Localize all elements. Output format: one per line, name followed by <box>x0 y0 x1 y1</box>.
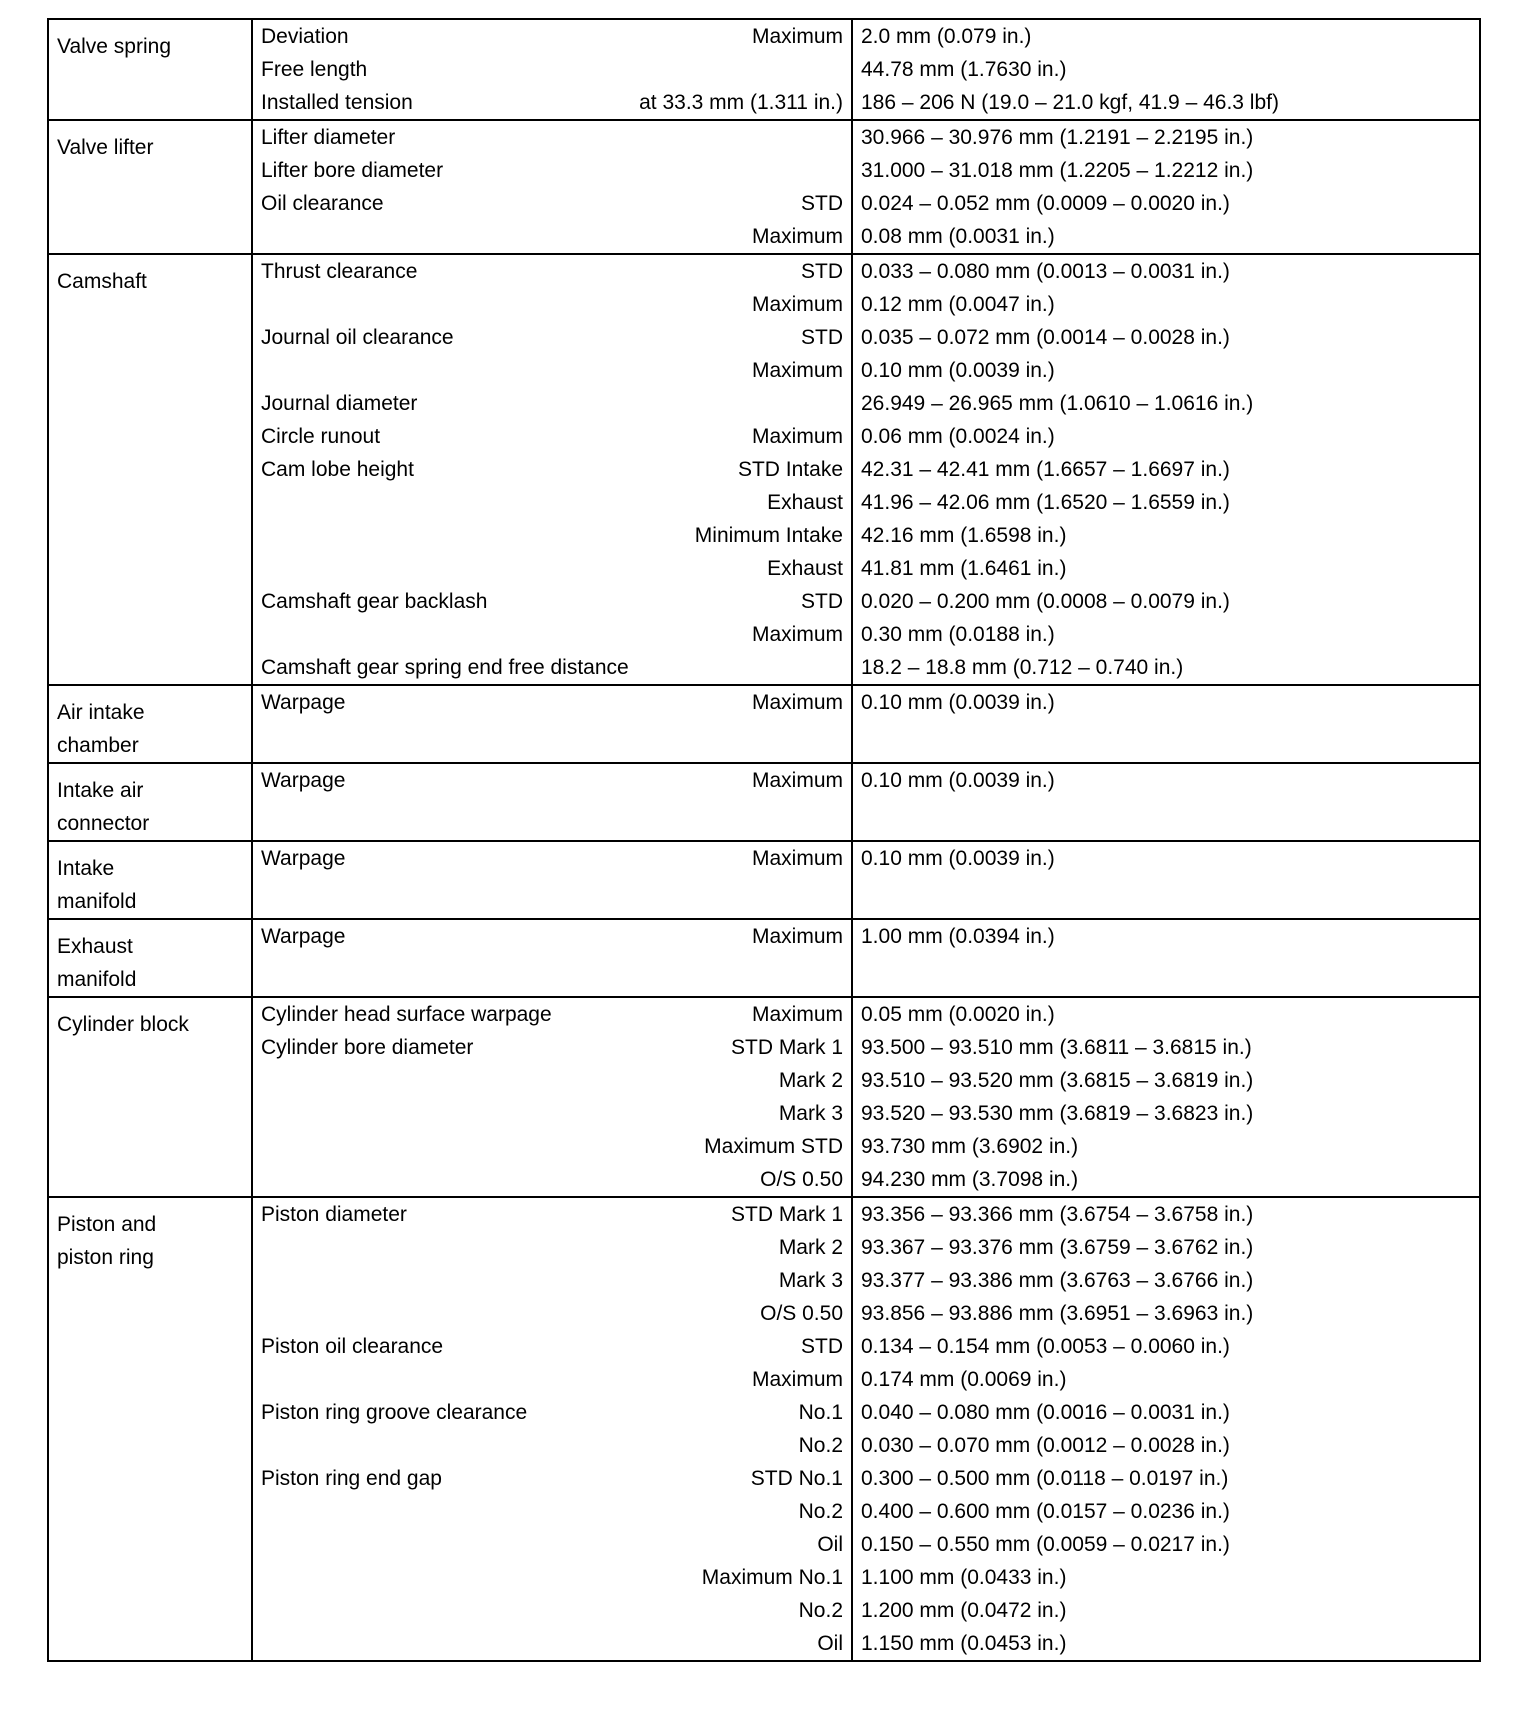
spec-line <box>253 842 851 875</box>
spec-value: 0.05 mm (0.0020 in.) <box>861 1003 1055 1026</box>
item-cell <box>252 1197 852 1661</box>
spec-line <box>253 1363 851 1396</box>
spec-line <box>253 1561 851 1594</box>
spec-value: 94.230 mm (3.7098 in.) <box>861 1168 1079 1191</box>
spec-value: 0.040 – 0.080 mm (0.0016 – 0.0031 in.) <box>861 1401 1230 1424</box>
qualifier-label: Maximum <box>751 691 843 714</box>
item-cell <box>252 19 852 120</box>
component-cell <box>48 254 252 685</box>
spec-line <box>253 797 851 830</box>
spec-line <box>253 86 851 119</box>
qualifier-label: Maximum <box>751 847 843 870</box>
spec-line <box>253 1231 851 1264</box>
spec-line <box>253 585 851 618</box>
spec-value: 93.367 – 93.376 mm (3.6759 – 3.6762 in.) <box>861 1236 1254 1259</box>
qualifier-label: Mark 2 <box>778 1069 843 1092</box>
qualifier-label: Mark 2 <box>778 1236 843 1259</box>
component-name: Exhaust manifold <box>57 935 137 991</box>
component-cell <box>48 841 252 919</box>
spec-value: 0.033 – 0.080 mm (0.0013 – 0.0031 in.) <box>861 260 1230 283</box>
spec-value: 0.06 mm (0.0024 in.) <box>861 425 1055 448</box>
qualifier-label: STD Mark 1 <box>730 1203 843 1226</box>
spec-value: 1.200 mm (0.0472 in.) <box>861 1599 1067 1622</box>
item-cell <box>252 841 852 919</box>
component-cell <box>48 919 252 997</box>
item-label: Piston diameter <box>261 1203 407 1226</box>
component-name: Valve lifter <box>57 136 154 159</box>
component-cell <box>48 19 252 120</box>
spec-value: 1.100 mm (0.0433 in.) <box>861 1566 1067 1589</box>
spec-line <box>253 354 851 387</box>
spec-value: 0.08 mm (0.0031 in.) <box>861 225 1055 248</box>
qualifier-label: Maximum <box>751 293 843 316</box>
value-cell <box>852 997 1480 1197</box>
item-label: Oil clearance <box>261 192 384 215</box>
spec-line <box>253 519 851 552</box>
item-label: Piston oil clearance <box>261 1335 444 1358</box>
item-label: Cam lobe height <box>261 458 414 481</box>
spec-line <box>253 998 851 1031</box>
spec-line <box>253 1627 851 1660</box>
spec-line <box>253 20 851 53</box>
qualifier-label: O/S 0.50 <box>760 1168 843 1191</box>
qualifier-label: Oil <box>817 1533 843 1556</box>
component-cell <box>48 120 252 254</box>
spec-value: 0.134 – 0.154 mm (0.0053 – 0.0060 in.) <box>861 1335 1230 1358</box>
spec-line <box>253 1429 851 1462</box>
value-cell <box>852 919 1480 997</box>
item-cell <box>252 763 852 841</box>
qualifier-label: Maximum <box>751 225 843 248</box>
item-label: Deviation <box>261 25 349 48</box>
spec-value: 0.020 – 0.200 mm (0.0008 – 0.0079 in.) <box>861 590 1230 613</box>
item-label: Warpage <box>261 847 346 870</box>
spec-section <box>48 685 1480 763</box>
spec-value: 26.949 – 26.965 mm (1.0610 – 1.0616 in.) <box>861 392 1254 415</box>
spec-line <box>253 764 851 797</box>
spec-section <box>48 841 1480 919</box>
item-label: Cylinder head surface warpage <box>261 1003 552 1026</box>
spec-value: 93.500 – 93.510 mm (3.6811 – 3.6815 in.) <box>861 1036 1252 1059</box>
spec-line <box>253 486 851 519</box>
spec-line <box>253 1198 851 1231</box>
component-cell <box>48 997 252 1197</box>
qualifier-label: No.2 <box>798 1434 843 1457</box>
qualifier-label: Maximum <box>751 925 843 948</box>
value-cell <box>852 763 1480 841</box>
spec-value: 0.030 – 0.070 mm (0.0012 – 0.0028 in.) <box>861 1434 1230 1457</box>
spec-value <box>853 953 1479 986</box>
spec-line <box>253 453 851 486</box>
qualifier-label: No.2 <box>798 1599 843 1622</box>
qualifier-label: STD Mark 1 <box>730 1036 843 1059</box>
component-cell <box>48 1197 252 1661</box>
spec-line <box>253 1396 851 1429</box>
qualifier-label: Maximum No.1 <box>701 1566 843 1589</box>
spec-value: 42.31 – 42.41 mm (1.6657 – 1.6697 in.) <box>861 458 1230 481</box>
component-name: Valve spring <box>57 35 172 58</box>
item-cell <box>252 997 852 1197</box>
item-label: Journal diameter <box>261 392 418 415</box>
spec-value: 30.966 – 30.976 mm (1.2191 – 2.2195 in.) <box>861 126 1254 149</box>
qualifier-label: Maximum <box>751 425 843 448</box>
spec-value: 0.400 – 0.600 mm (0.0157 – 0.0236 in.) <box>861 1500 1230 1523</box>
spec-value: 0.300 – 0.500 mm (0.0118 – 0.0197 in.) <box>861 1467 1229 1490</box>
spec-value: 93.356 – 93.366 mm (3.6754 – 3.6758 in.) <box>861 1203 1254 1226</box>
spec-line <box>253 1495 851 1528</box>
qualifier-label: at 33.3 mm (1.311 in.) <box>639 91 843 114</box>
item-label: Camshaft gear spring end free distance <box>261 656 629 679</box>
spec-section <box>48 997 1480 1197</box>
item-cell <box>252 120 852 254</box>
qualifier-label: Maximum <box>751 769 843 792</box>
value-cell <box>852 685 1480 763</box>
component-name: Camshaft <box>57 270 147 293</box>
spec-value: 0.10 mm (0.0039 in.) <box>861 691 1055 714</box>
item-cell <box>252 919 852 997</box>
spec-section <box>48 763 1480 841</box>
qualifier-label: Maximum STD <box>704 1135 843 1158</box>
spec-value: 1.150 mm (0.0453 in.) <box>861 1632 1067 1655</box>
spec-line <box>253 1264 851 1297</box>
item-label: Thrust clearance <box>261 260 418 283</box>
item-cell <box>252 254 852 685</box>
qualifier-label: No.1 <box>798 1401 843 1424</box>
spec-value: 31.000 – 31.018 mm (1.2205 – 1.2212 in.) <box>861 159 1254 182</box>
spec-line <box>253 288 851 321</box>
spec-value: 18.2 – 18.8 mm (0.712 – 0.740 in.) <box>861 656 1184 679</box>
component-name: Intake air connector <box>57 779 150 835</box>
spec-section <box>48 919 1480 997</box>
spec-line <box>253 154 851 187</box>
qualifier-label: No.2 <box>798 1500 843 1523</box>
spec-value: 42.16 mm (1.6598 in.) <box>861 524 1067 547</box>
spec-line <box>253 1594 851 1627</box>
spec-line <box>253 420 851 453</box>
qualifier-label: STD <box>801 590 843 613</box>
qualifier-label: STD <box>801 192 843 215</box>
spec-value: 0.035 – 0.072 mm (0.0014 – 0.0028 in.) <box>861 326 1230 349</box>
spec-value: 41.96 – 42.06 mm (1.6520 – 1.6559 in.) <box>861 491 1230 514</box>
spec-line <box>253 1297 851 1330</box>
item-label: Warpage <box>261 769 346 792</box>
qualifier-label: STD <box>801 260 843 283</box>
qualifier-label: Minimum Intake <box>694 524 843 547</box>
qualifier-label: STD <box>801 326 843 349</box>
spec-table <box>47 18 1481 1662</box>
spec-line <box>253 255 851 288</box>
spec-line <box>253 53 851 86</box>
spec-value <box>853 797 1479 830</box>
spec-line <box>253 187 851 220</box>
spec-line <box>253 121 851 154</box>
qualifier-label: Maximum <box>751 1003 843 1026</box>
spec-value: 2.0 mm (0.079 in.) <box>861 25 1032 48</box>
spec-value: 0.150 – 0.550 mm (0.0059 – 0.0217 in.) <box>861 1533 1230 1556</box>
spec-value: 0.024 – 0.052 mm (0.0009 – 0.0020 in.) <box>861 192 1230 215</box>
spec-line <box>253 920 851 953</box>
item-label: Lifter diameter <box>261 126 396 149</box>
qualifier-label: STD Intake <box>737 458 843 481</box>
item-label: Installed tension <box>261 91 413 114</box>
qualifier-label: Mark 3 <box>778 1102 843 1125</box>
value-cell <box>852 254 1480 685</box>
qualifier-label: Mark 3 <box>778 1269 843 1292</box>
spec-line <box>253 1462 851 1495</box>
item-label: Free length <box>261 58 368 81</box>
spec-value: 0.10 mm (0.0039 in.) <box>861 847 1055 870</box>
spec-line <box>253 321 851 354</box>
spec-line <box>253 618 851 651</box>
spec-section <box>48 254 1480 685</box>
spec-value: 93.856 – 93.886 mm (3.6951 – 3.6963 in.) <box>861 1302 1254 1325</box>
qualifier-label: Maximum <box>751 1368 843 1391</box>
spec-section <box>48 19 1480 120</box>
spec-value: 41.81 mm (1.6461 in.) <box>861 557 1067 580</box>
item-label: Piston ring groove clearance <box>261 1401 528 1424</box>
spec-value: 44.78 mm (1.7630 in.) <box>861 58 1067 81</box>
value-cell <box>852 841 1480 919</box>
spec-value: 0.12 mm (0.0047 in.) <box>861 293 1055 316</box>
item-label: Piston ring end gap <box>261 1467 442 1490</box>
spec-line <box>253 953 851 986</box>
value-cell <box>852 120 1480 254</box>
component-name: Cylinder block <box>57 1013 189 1036</box>
spec-line <box>253 719 851 752</box>
component-cell <box>48 763 252 841</box>
component-name: Air intake chamber <box>57 701 145 757</box>
qualifier-label: Maximum <box>751 623 843 646</box>
value-cell <box>852 1197 1480 1661</box>
spec-table-body <box>48 19 1480 1661</box>
item-cell <box>252 685 852 763</box>
spec-line <box>253 651 851 684</box>
spec-value: 93.377 – 93.386 mm (3.6763 – 3.6766 in.) <box>861 1269 1254 1292</box>
item-label: Circle runout <box>261 425 381 448</box>
spec-line <box>253 875 851 908</box>
spec-line <box>253 387 851 420</box>
value-cell <box>852 19 1480 120</box>
spec-line <box>253 220 851 253</box>
item-label: Camshaft gear backlash <box>261 590 488 613</box>
item-label: Warpage <box>261 691 346 714</box>
spec-value: 93.730 mm (3.6902 in.) <box>861 1135 1079 1158</box>
spec-line <box>253 1130 851 1163</box>
spec-line <box>253 1528 851 1561</box>
spec-line <box>253 1097 851 1130</box>
spec-value <box>853 875 1479 908</box>
qualifier-label: Exhaust <box>767 557 843 580</box>
qualifier-label: STD <box>801 1335 843 1358</box>
spec-section <box>48 1197 1480 1661</box>
spec-line <box>253 1330 851 1363</box>
spec-value: 0.174 mm (0.0069 in.) <box>861 1368 1067 1391</box>
spec-value: 0.10 mm (0.0039 in.) <box>861 769 1055 792</box>
qualifier-label: Maximum <box>751 25 843 48</box>
spec-line <box>253 1163 851 1196</box>
spec-value: 0.10 mm (0.0039 in.) <box>861 359 1055 382</box>
spec-value: 93.510 – 93.520 mm (3.6815 – 3.6819 in.) <box>861 1069 1254 1092</box>
qualifier-label: O/S 0.50 <box>760 1302 843 1325</box>
qualifier-label: Maximum <box>751 359 843 382</box>
spec-section <box>48 120 1480 254</box>
spec-value <box>853 719 1479 752</box>
spec-line <box>253 686 851 719</box>
component-name: Piston and piston ring <box>57 1213 157 1269</box>
component-cell <box>48 685 252 763</box>
spec-line <box>253 1064 851 1097</box>
item-label: Warpage <box>261 925 346 948</box>
item-label: Lifter bore diameter <box>261 159 444 182</box>
qualifier-label: Exhaust <box>767 491 843 514</box>
item-label: Cylinder bore diameter <box>261 1036 474 1059</box>
spec-value: 1.00 mm (0.0394 in.) <box>861 925 1055 948</box>
qualifier-label: Oil <box>817 1632 843 1655</box>
item-label: Journal oil clearance <box>261 326 454 349</box>
spec-line <box>253 1031 851 1064</box>
spec-value: 0.30 mm (0.0188 in.) <box>861 623 1055 646</box>
component-name: Intake manifold <box>57 857 137 913</box>
spec-value: 186 – 206 N (19.0 – 21.0 kgf, 41.9 – 46.3 lbf) <box>861 91 1279 114</box>
spec-line <box>253 552 851 585</box>
spec-value: 93.520 – 93.530 mm (3.6819 – 3.6823 in.) <box>861 1102 1254 1125</box>
qualifier-label: STD No.1 <box>750 1467 843 1490</box>
